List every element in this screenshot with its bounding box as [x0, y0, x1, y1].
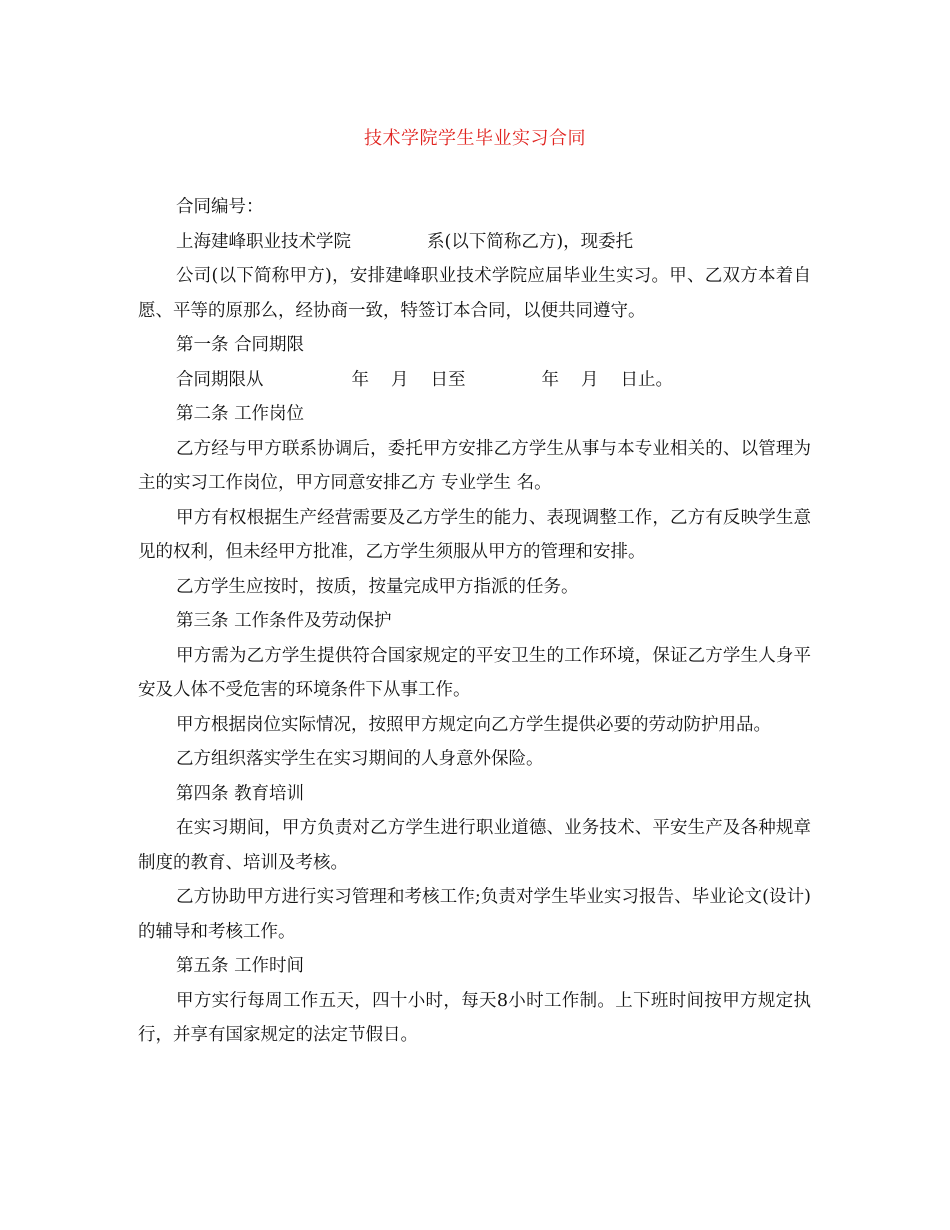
article-4-paragraph-1: 在实习期间，甲方负责对乙方学生进行职业道德、业务技术、平安生产及各种规章制度的教育、培训及考核。	[138, 818, 811, 873]
contract-period-line	[138, 363, 811, 398]
month-label: 月	[581, 369, 599, 390]
article-1-heading: 第一条 合同期限	[176, 335, 305, 355]
document-title: 技术学院学生毕业实习合同	[364, 128, 586, 149]
article-4-heading: 第四条 教育培训	[176, 783, 305, 804]
article-3-paragraph-2: 甲方根据岗位实际情况，按照甲方规定向乙方学生提供必要的劳动防护用品。	[176, 714, 771, 735]
period-from-label: 合同期限从	[176, 369, 264, 390]
article-3-heading: 第三条 工作条件及劳动保护	[176, 611, 392, 631]
article-2-paragraph-3: 乙方学生应按时，按质，按量完成甲方指派的任务。	[176, 576, 579, 597]
article-3-paragraph-3: 乙方组织落实学生在实习期间的人身意外保险。	[176, 749, 544, 769]
day-end-label: 日止。	[620, 369, 673, 390]
contract-number-line: 合同编号：	[176, 197, 264, 217]
year-label: 年	[351, 369, 369, 390]
day-to-label: 日至	[430, 369, 466, 390]
intro-company-paragraph: 公司(以下简称甲方)，安排建峰职业技术学院应届毕业生实习。甲、乙双方本着自愿、平等的原那么，经协商一致，特签订本合同，以便共同遵守。	[138, 266, 811, 321]
article-2-heading: 第二条 工作岗位	[176, 404, 305, 424]
month-label: 月	[391, 369, 409, 390]
article-2-paragraph-2: 甲方有权根据生产经营需要及乙方学生的能力、表现调整工作，乙方有反映学生意见的权利，但未经甲方批准，乙方学生须服从甲方的管理和安排。	[138, 507, 811, 562]
department-text: 系(以下简称乙方)，现委托	[427, 231, 634, 252]
article-4-paragraph-2: 乙方协助甲方进行实习管理和考核工作;负责对学生毕业实习报告、毕业论文(设计)的辅导和考核工作。	[138, 887, 811, 942]
article-2-paragraph-1: 乙方经与甲方联系协调后，委托甲方安排乙方学生从事与本专业相关的、以管理为主的实习工作岗位，甲方同意安排乙方 专业学生 名。	[138, 438, 811, 493]
article-5-paragraph-1: 甲方实行每周工作五天，四十小时，每天8小时工作制。上下班时间按甲方规定执行，并享有国家规定的法定节假日。	[138, 990, 811, 1045]
school-name: 上海建峰职业技术学院	[176, 231, 351, 252]
intro-school-line	[138, 225, 811, 260]
document-body	[138, 190, 811, 1053]
article-5-heading: 第五条 工作时间	[176, 956, 305, 976]
article-3-paragraph-1: 甲方需为乙方学生提供符合国家规定的平安卫生的工作环境，保证乙方学生人身平安及人体不受危害的环境条件下从事工作。	[138, 645, 811, 700]
year-label: 年	[541, 369, 559, 390]
